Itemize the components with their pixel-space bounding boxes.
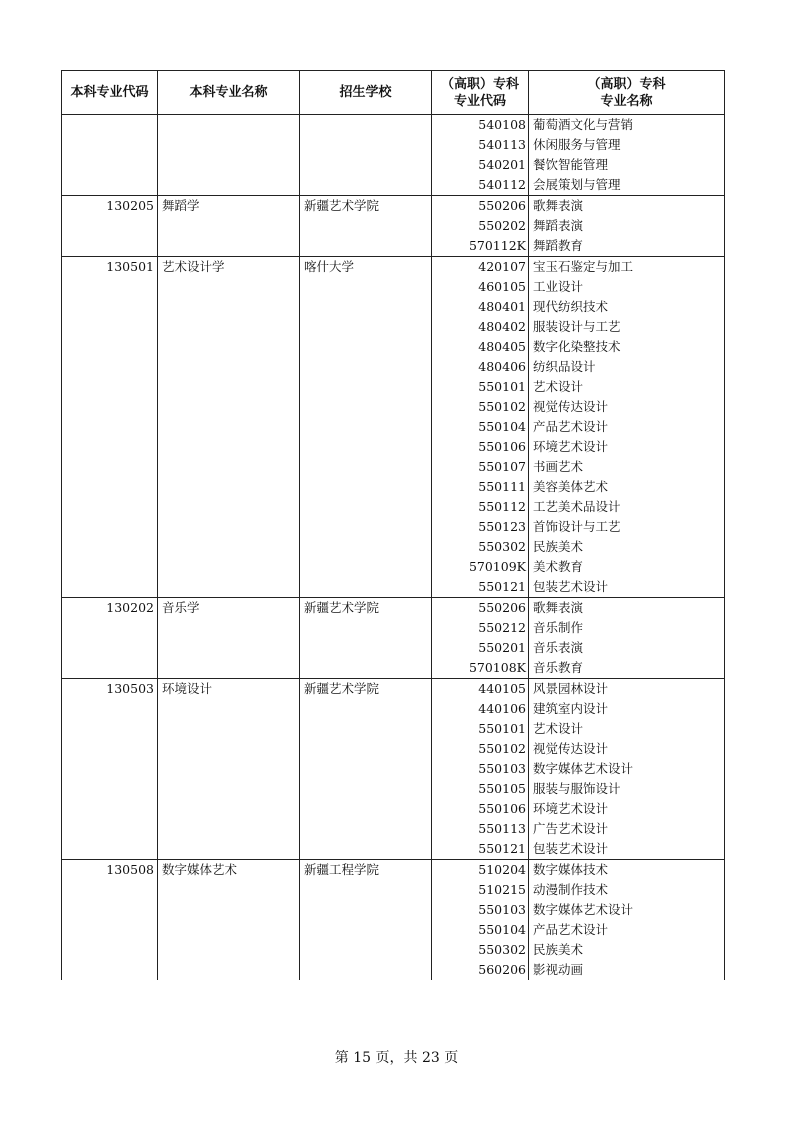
undergrad-code-cell (62, 337, 158, 357)
header-vocational-name-line2: 专业名称 (600, 93, 653, 109)
school-cell (300, 155, 432, 175)
undergrad-name-cell (158, 900, 300, 920)
table-row (62, 115, 725, 136)
undergrad-code-cell (62, 297, 158, 317)
vocational-name-cell: 葡萄酒文化与营销 (529, 115, 725, 136)
header-school: 招生学校 (300, 71, 432, 115)
vocational-name-cell: 服装与服饰设计 (529, 779, 725, 799)
undergrad-name-cell (158, 577, 300, 598)
school-cell (300, 799, 432, 819)
table-row (62, 799, 725, 819)
undergrad-code-cell (62, 417, 158, 437)
school-cell (300, 739, 432, 759)
undergrad-code-cell (62, 699, 158, 719)
school-cell: 喀什大学 (300, 257, 432, 278)
undergrad-name-cell (158, 658, 300, 679)
undergrad-name-cell: 舞蹈学 (158, 196, 300, 217)
vocational-code-cell: 540112 (432, 175, 529, 196)
vocational-code-cell: 550103 (432, 900, 529, 920)
undergrad-code-cell (62, 517, 158, 537)
vocational-code-cell: 550206 (432, 598, 529, 619)
vocational-name-cell: 舞蹈教育 (529, 236, 725, 257)
table-row (62, 920, 725, 940)
undergrad-code-cell: 130501 (62, 257, 158, 278)
school-cell (300, 135, 432, 155)
header-vocational-code (432, 71, 529, 115)
vocational-name-cell: 数字媒体技术 (529, 860, 725, 881)
undergrad-name-cell (158, 960, 300, 980)
school-cell (300, 297, 432, 317)
vocational-code-cell: 480402 (432, 317, 529, 337)
vocational-name-cell: 民族美术 (529, 940, 725, 960)
vocational-code-cell: 570108K (432, 658, 529, 679)
table-row (62, 236, 725, 257)
undergrad-code-cell (62, 618, 158, 638)
undergrad-code-cell (62, 719, 158, 739)
undergrad-name-cell: 音乐学 (158, 598, 300, 619)
vocational-code-cell: 550101 (432, 377, 529, 397)
undergrad-code-cell (62, 437, 158, 457)
undergrad-name-cell (158, 297, 300, 317)
school-cell (300, 277, 432, 297)
vocational-code-cell: 560206 (432, 960, 529, 980)
school-cell (300, 880, 432, 900)
undergrad-code-cell (62, 920, 158, 940)
school-cell (300, 357, 432, 377)
vocational-name-cell: 广告艺术设计 (529, 819, 725, 839)
table-row (62, 317, 725, 337)
major-mapping-table (61, 70, 725, 980)
table-row (62, 739, 725, 759)
undergrad-code-cell: 130503 (62, 679, 158, 700)
undergrad-name-cell (158, 317, 300, 337)
undergrad-code-cell (62, 497, 158, 517)
school-cell (300, 699, 432, 719)
vocational-name-cell: 艺术设计 (529, 719, 725, 739)
vocational-code-cell: 550302 (432, 940, 529, 960)
table-row (62, 679, 725, 700)
undergrad-code-cell: 130205 (62, 196, 158, 217)
vocational-code-cell: 550107 (432, 457, 529, 477)
table-row (62, 638, 725, 658)
table-row (62, 497, 725, 517)
undergrad-code-cell (62, 839, 158, 860)
vocational-name-cell: 风景园林设计 (529, 679, 725, 700)
vocational-name-cell: 动漫制作技术 (529, 880, 725, 900)
school-cell (300, 236, 432, 257)
undergrad-name-cell (158, 517, 300, 537)
vocational-code-cell: 460105 (432, 277, 529, 297)
vocational-name-cell: 休闲服务与管理 (529, 135, 725, 155)
undergrad-code-cell (62, 940, 158, 960)
table-row (62, 618, 725, 638)
undergrad-code-cell (62, 457, 158, 477)
school-cell (300, 920, 432, 940)
undergrad-name-cell (158, 557, 300, 577)
header-vocational-code-line2: 专业代码 (453, 93, 506, 109)
undergrad-name-cell (158, 799, 300, 819)
school-cell (300, 839, 432, 860)
undergrad-name-cell (158, 880, 300, 900)
vocational-name-cell: 数字媒体艺术设计 (529, 900, 725, 920)
undergrad-code-cell (62, 236, 158, 257)
header-vocational-name-line1: （高职）专科 (587, 76, 666, 92)
school-cell (300, 397, 432, 417)
vocational-name-cell: 产品艺术设计 (529, 920, 725, 940)
table-row (62, 337, 725, 357)
undergrad-name-cell: 艺术设计学 (158, 257, 300, 278)
school-cell (300, 658, 432, 679)
vocational-name-cell: 工艺美术品设计 (529, 497, 725, 517)
vocational-code-cell: 480406 (432, 357, 529, 377)
vocational-name-cell: 首饰设计与工艺 (529, 517, 725, 537)
undergrad-name-cell (158, 839, 300, 860)
school-cell (300, 638, 432, 658)
table-row (62, 658, 725, 679)
school-cell: 新疆工程学院 (300, 860, 432, 881)
vocational-name-cell: 建筑室内设计 (529, 699, 725, 719)
table-row (62, 860, 725, 881)
undergrad-code-cell (62, 658, 158, 679)
undergrad-name-cell (158, 819, 300, 839)
header-undergrad-name: 本科专业名称 (158, 71, 300, 115)
vocational-code-cell: 550102 (432, 397, 529, 417)
undergrad-code-cell (62, 880, 158, 900)
undergrad-name-cell (158, 115, 300, 136)
vocational-name-cell: 歌舞表演 (529, 598, 725, 619)
vocational-code-cell: 510215 (432, 880, 529, 900)
table-row (62, 699, 725, 719)
vocational-code-cell: 550212 (432, 618, 529, 638)
table-row (62, 759, 725, 779)
table-row (62, 357, 725, 377)
school-cell (300, 557, 432, 577)
vocational-code-cell: 510204 (432, 860, 529, 881)
vocational-code-cell: 550104 (432, 920, 529, 940)
table-row (62, 155, 725, 175)
school-cell (300, 779, 432, 799)
vocational-name-cell: 环境艺术设计 (529, 437, 725, 457)
undergrad-code-cell (62, 557, 158, 577)
undergrad-code-cell (62, 960, 158, 980)
undergrad-name-cell (158, 497, 300, 517)
vocational-code-cell: 550112 (432, 497, 529, 517)
table-row (62, 839, 725, 860)
vocational-code-cell: 570112K (432, 236, 529, 257)
table-row (62, 880, 725, 900)
school-cell (300, 577, 432, 598)
undergrad-name-cell (158, 277, 300, 297)
table-row (62, 477, 725, 497)
undergrad-name-cell (158, 397, 300, 417)
vocational-name-cell: 音乐制作 (529, 618, 725, 638)
vocational-code-cell: 550101 (432, 719, 529, 739)
table-body (62, 115, 725, 981)
table-header-row (62, 71, 725, 115)
school-cell (300, 337, 432, 357)
vocational-code-cell: 550123 (432, 517, 529, 537)
undergrad-code-cell (62, 216, 158, 236)
table-row (62, 517, 725, 537)
school-cell (300, 940, 432, 960)
vocational-code-cell: 540201 (432, 155, 529, 175)
undergrad-name-cell (158, 618, 300, 638)
vocational-name-cell: 服装设计与工艺 (529, 317, 725, 337)
undergrad-code-cell (62, 819, 158, 839)
undergrad-name-cell (158, 417, 300, 437)
vocational-name-cell: 歌舞表演 (529, 196, 725, 217)
header-vocational-name (529, 71, 725, 115)
undergrad-name-cell: 数字媒体艺术 (158, 860, 300, 881)
vocational-code-cell: 550104 (432, 417, 529, 437)
undergrad-name-cell (158, 920, 300, 940)
vocational-code-cell: 550103 (432, 759, 529, 779)
school-cell (300, 317, 432, 337)
vocational-name-cell: 产品艺术设计 (529, 417, 725, 437)
vocational-name-cell: 美容美体艺术 (529, 477, 725, 497)
page-number: 第 15 页，共 23 页 (334, 1050, 459, 1066)
undergrad-code-cell: 130202 (62, 598, 158, 619)
header-undergrad-code: 本科专业代码 (62, 71, 158, 115)
undergrad-code-cell (62, 779, 158, 799)
school-cell: 新疆艺术学院 (300, 679, 432, 700)
table-row (62, 900, 725, 920)
undergrad-name-cell (158, 337, 300, 357)
table-row (62, 297, 725, 317)
vocational-name-cell: 包装艺术设计 (529, 577, 725, 598)
undergrad-code-cell (62, 739, 158, 759)
vocational-code-cell: 550201 (432, 638, 529, 658)
undergrad-name-cell (158, 155, 300, 175)
table-row (62, 557, 725, 577)
table-row (62, 819, 725, 839)
undergrad-code-cell (62, 317, 158, 337)
vocational-code-cell: 550302 (432, 537, 529, 557)
school-cell (300, 819, 432, 839)
school-cell (300, 377, 432, 397)
vocational-code-cell: 550106 (432, 437, 529, 457)
school-cell (300, 618, 432, 638)
vocational-name-cell: 纺织品设计 (529, 357, 725, 377)
vocational-name-cell: 艺术设计 (529, 377, 725, 397)
undergrad-name-cell (158, 457, 300, 477)
vocational-name-cell: 视觉传达设计 (529, 397, 725, 417)
school-cell (300, 477, 432, 497)
undergrad-name-cell (158, 739, 300, 759)
table-row (62, 537, 725, 557)
undergrad-name-cell (158, 537, 300, 557)
table-row (62, 135, 725, 155)
table-row (62, 216, 725, 236)
table-row (62, 257, 725, 278)
undergrad-code-cell (62, 175, 158, 196)
school-cell (300, 759, 432, 779)
vocational-code-cell: 480405 (432, 337, 529, 357)
table-row (62, 960, 725, 980)
undergrad-name-cell (158, 216, 300, 236)
table-row (62, 719, 725, 739)
undergrad-name-cell (158, 477, 300, 497)
undergrad-code-cell (62, 759, 158, 779)
school-cell (300, 175, 432, 196)
undergrad-code-cell (62, 638, 158, 658)
vocational-code-cell: 540113 (432, 135, 529, 155)
undergrad-code-cell (62, 477, 158, 497)
undergrad-name-cell (158, 759, 300, 779)
vocational-code-cell: 550113 (432, 819, 529, 839)
vocational-name-cell: 数字化染整技术 (529, 337, 725, 357)
vocational-code-cell: 550105 (432, 779, 529, 799)
table-row (62, 457, 725, 477)
vocational-name-cell: 音乐教育 (529, 658, 725, 679)
vocational-code-cell: 550121 (432, 577, 529, 598)
vocational-code-cell: 570109K (432, 557, 529, 577)
undergrad-code-cell (62, 900, 158, 920)
undergrad-name-cell (158, 377, 300, 397)
vocational-name-cell: 数字媒体艺术设计 (529, 759, 725, 779)
vocational-code-cell: 550121 (432, 839, 529, 860)
school-cell (300, 517, 432, 537)
school-cell (300, 537, 432, 557)
undergrad-name-cell (158, 638, 300, 658)
vocational-code-cell: 440106 (432, 699, 529, 719)
vocational-code-cell: 540108 (432, 115, 529, 136)
school-cell (300, 216, 432, 236)
undergrad-code-cell (62, 577, 158, 598)
school-cell (300, 437, 432, 457)
school-cell (300, 719, 432, 739)
school-cell (300, 115, 432, 136)
undergrad-code-cell (62, 377, 158, 397)
vocational-name-cell: 美术教育 (529, 557, 725, 577)
undergrad-name-cell (158, 175, 300, 196)
school-cell (300, 417, 432, 437)
vocational-name-cell: 视觉传达设计 (529, 739, 725, 759)
undergrad-name-cell: 环境设计 (158, 679, 300, 700)
table-row (62, 598, 725, 619)
undergrad-name-cell (158, 135, 300, 155)
table-row (62, 437, 725, 457)
vocational-code-cell: 550111 (432, 477, 529, 497)
undergrad-name-cell (158, 357, 300, 377)
table-row (62, 377, 725, 397)
vocational-name-cell: 工业设计 (529, 277, 725, 297)
vocational-name-cell: 环境艺术设计 (529, 799, 725, 819)
undergrad-name-cell (158, 699, 300, 719)
table-row (62, 779, 725, 799)
vocational-name-cell: 包装艺术设计 (529, 839, 725, 860)
vocational-code-cell: 550106 (432, 799, 529, 819)
undergrad-name-cell (158, 719, 300, 739)
undergrad-name-cell (158, 779, 300, 799)
school-cell (300, 900, 432, 920)
vocational-name-cell: 音乐表演 (529, 638, 725, 658)
vocational-name-cell: 民族美术 (529, 537, 725, 557)
undergrad-code-cell (62, 357, 158, 377)
table-row (62, 175, 725, 196)
undergrad-code-cell (62, 537, 158, 557)
header-vocational-code-line1: （高职）专科 (440, 76, 519, 92)
table-row (62, 577, 725, 598)
school-cell (300, 497, 432, 517)
school-cell: 新疆艺术学院 (300, 196, 432, 217)
vocational-name-cell: 现代纺织技术 (529, 297, 725, 317)
undergrad-code-cell (62, 397, 158, 417)
vocational-code-cell: 480401 (432, 297, 529, 317)
school-cell (300, 457, 432, 477)
vocational-name-cell: 书画艺术 (529, 457, 725, 477)
vocational-name-cell: 舞蹈表演 (529, 216, 725, 236)
undergrad-name-cell (158, 236, 300, 257)
vocational-name-cell: 宝玉石鉴定与加工 (529, 257, 725, 278)
school-cell: 新疆艺术学院 (300, 598, 432, 619)
undergrad-name-cell (158, 940, 300, 960)
undergrad-code-cell (62, 277, 158, 297)
undergrad-code-cell (62, 155, 158, 175)
vocational-code-cell: 440105 (432, 679, 529, 700)
school-cell (300, 960, 432, 980)
vocational-name-cell: 影视动画 (529, 960, 725, 980)
undergrad-code-cell (62, 799, 158, 819)
undergrad-code-cell (62, 115, 158, 136)
vocational-code-cell: 550202 (432, 216, 529, 236)
table-row (62, 940, 725, 960)
table-row (62, 196, 725, 217)
table-row (62, 397, 725, 417)
undergrad-code-cell (62, 135, 158, 155)
table-row (62, 277, 725, 297)
vocational-name-cell: 餐饮智能管理 (529, 155, 725, 175)
undergrad-name-cell (158, 437, 300, 457)
table-row (62, 417, 725, 437)
vocational-name-cell: 会展策划与管理 (529, 175, 725, 196)
vocational-code-cell: 420107 (432, 257, 529, 278)
vocational-code-cell: 550102 (432, 739, 529, 759)
undergrad-code-cell: 130508 (62, 860, 158, 881)
vocational-code-cell: 550206 (432, 196, 529, 217)
